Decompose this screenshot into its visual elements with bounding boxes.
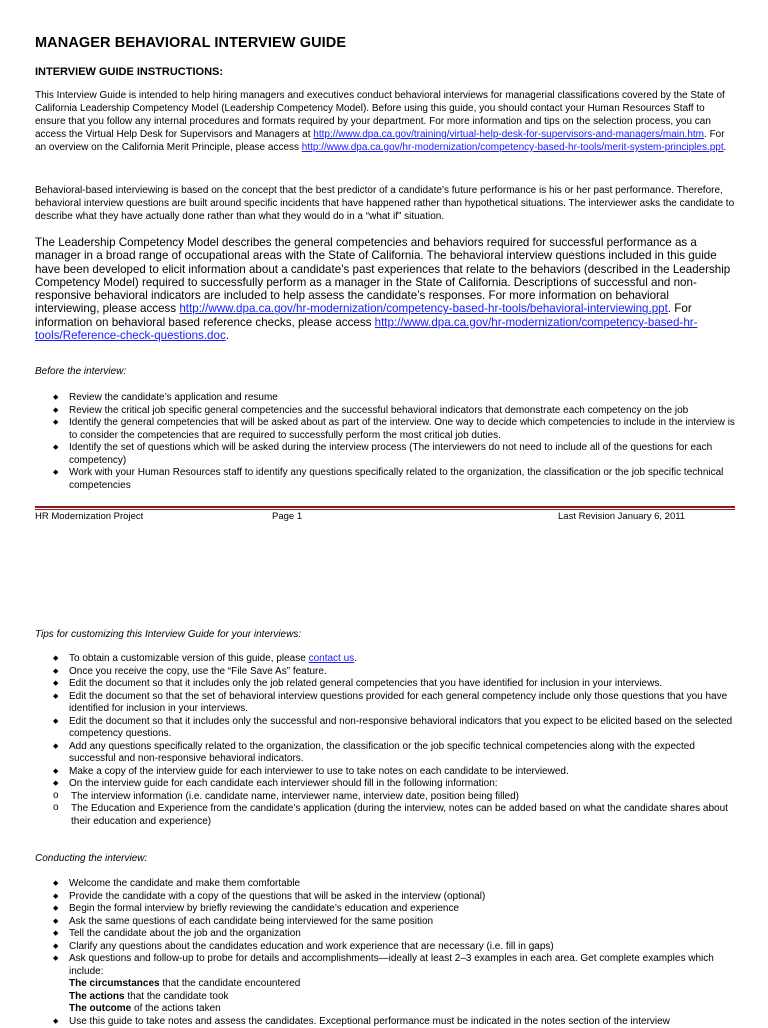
list-item: ◆ Review the critical job specific general competencies and the successful behavioral indicators that demonstrate each competency on the job [35, 405, 735, 418]
behavioral-interviewing-link[interactable]: http://www.dpa.ca.gov/hr-modernization/competency-based-hr-tools/behavioral-interviewing.ppt [179, 302, 667, 315]
list-item: ◆ Review the candidate’s application and resume [35, 392, 735, 405]
footer-divider [35, 506, 735, 508]
intro-text: This Interview Guide is intended to help hiring managers and executives conduct behavioral interviews for managerial classifications covered by the State of California Leadership Competency Model (Leadership Competency Model). Before using this guide, you should contact your Human Resources Staff to ensure that you follow any internal procedures and formats required by your department. For more information and tips on the selection process, you can access the Virtual Help Desk for Supervisors and Managers at [35, 90, 725, 140]
intro-paragraph-2 [35, 184, 735, 223]
star-label: The outcome [69, 1003, 131, 1014]
star-label: The circumstances [69, 978, 160, 989]
star-text: that the candidate encountered [160, 978, 301, 989]
star-text: that the candidate took [125, 991, 229, 1002]
star-label: The actions [69, 991, 125, 1002]
list-item: ◆ Welcome the candidate and make them comfortable [35, 878, 735, 891]
intro-paragraph-1 [35, 89, 735, 154]
list-item [35, 653, 735, 666]
list-item: ◆ Provide the candidate with a copy of the questions that will be asked in the interview (optional) [35, 891, 735, 904]
intro-text: . [724, 142, 727, 153]
list-item: ◆ Tell the candidate about the job and the organization [35, 928, 735, 941]
list-item: ◆ Begin the formal interview by briefly reviewing the candidate’s education and experience [35, 903, 735, 916]
footer-page-number: Page 1 [272, 511, 302, 522]
tips-list [35, 653, 735, 828]
list-item: ◆ Clarify any questions about the candidates education and work experience that are necessary (i.e. fill in gaps) [35, 941, 735, 954]
section-heading: Tips for customizing this Interview Guide for your interviews: [35, 629, 735, 640]
virtual-help-desk-link[interactable]: http://www.dpa.ca.gov/training/virtual-help-desk-for-supervisors-and-managers/main.htm [313, 129, 704, 140]
list-item: ◆ Edit the document so that it includes only the job related general competencies that you have identified for inclusion in your interviews. [35, 678, 735, 691]
page-title: MANAGER BEHAVIORAL INTERVIEW GUIDE [35, 35, 346, 51]
footer-revision: Last Revision January 6, 2011 [558, 511, 685, 522]
list-item: ◆ Once you receive the copy, use the “File Save As” feature. [35, 666, 735, 679]
list-item: ◆ Ask the same questions of each candidate being interviewed for the same position [35, 916, 735, 929]
tip-text: To obtain a customizable version of this guide, please [69, 653, 309, 664]
contact-us-link[interactable]: contact us [309, 653, 355, 664]
star-text: of the actions taken [131, 1003, 221, 1014]
competency-text: . [226, 329, 229, 342]
list-item: ◆ Edit the document so that the set of behavioral interview questions provided for each general competency include only those questions that you have identified for inclusion in your interviews. [35, 691, 735, 716]
star-line [69, 991, 735, 1004]
section-heading: Before the interview: [35, 366, 735, 377]
list-item [35, 953, 735, 1016]
section-heading: Conducting the interview: [35, 853, 735, 864]
star-line [69, 1003, 735, 1016]
tip-text: . [354, 653, 357, 664]
list-item: ◆ On the interview guide for each candidate each interviewer should fill in the following information: [35, 778, 735, 791]
list-item: ◆ Identify the set of questions which will be asked during the interview process (The interviewers do not need to include all of the questions for each competency) [35, 442, 735, 467]
tips-heading [35, 629, 735, 640]
list-item: ◆ Work with your Human Resources staff to identify any questions specifically related to the organization, the classification or the job specific technical competencies [35, 467, 735, 492]
list-item: ◆ Edit the document so that it includes only the successful and non-responsive behavioral indicators that you expect to be elicited based on the selected competency questions. [35, 716, 735, 741]
list-item: ◆ Identify the general competencies that will be asked about as part of the interview. One way to decide which competencies to include in the interview is to consider the competencies that are required to successfully perform the most critical job duties. [35, 417, 735, 442]
merit-principles-link[interactable]: http://www.dpa.ca.gov/hr-modernization/competency-based-hr-tools/merit-system-principles.ppt [302, 142, 724, 153]
before-interview-heading [35, 366, 735, 377]
conducting-heading [35, 853, 735, 864]
sub-list-item: o The Education and Experience from the candidate’s application (during the interview, notes can be added based on what the candidate shares about their education and experience) [35, 803, 735, 828]
list-item: ◆ Make a copy of the interview guide for each interviewer to use to take notes on each candidate to be interviewed. [35, 766, 735, 779]
before-interview-list [35, 392, 735, 492]
section-subtitle: INTERVIEW GUIDE INSTRUCTIONS: [35, 66, 223, 78]
intro-paragraph-3 [35, 236, 735, 342]
intro-text: . For an overview on the California Merit Principle, please access [35, 129, 725, 153]
footer-project: HR Modernization Project [35, 511, 143, 522]
list-item: ◆ Add any questions specifically related to the organization, the classification or the job specific technical competencies along with the expected successful and non-responsive behavioral indicators. [35, 741, 735, 766]
sub-list-item: o The interview information (i.e. candidate name, interviewer name, interview date, position being filled) [35, 791, 735, 804]
behavioral-paragraph: Behavioral-based interviewing is based on the concept that the best predictor of a candidate’s future performance is his or her past performance. Therefore, behavioral interview questions are built around specific incidents that have happened rather than hypothetical situations. The interviewer asks the candidate to describe what they have actually done rather than what they would do in a “what if” situation. [35, 184, 735, 223]
conducting-list [35, 878, 735, 1028]
reference-check-link[interactable]: http://www.dpa.ca.gov/hr-modernization/competency-based-hr-tools/Reference-check-questions.doc [35, 316, 698, 342]
list-item-text: Ask questions and follow-up to probe for details and accomplishments—ideally at least 2–3 examples in each area. Get complete examples which include: [69, 953, 714, 977]
competency-text: . For information on behavioral based reference checks, please access [35, 302, 692, 328]
list-item: ◆ Use this guide to take notes and assess the candidates. Exceptional performance must be indicated in the notes section of the interview [35, 1016, 735, 1028]
competency-text: The Leadership Competency Model describes the general competencies and behaviors required for successful performance as a manager in a broad range of occupational areas with the State of California. The behavioral interview questions included in this guide have been developed to elicit information about a candidate’s past experiences that relate to the behaviors (described in the Leadership Competency Model) required to successfully perform as a manager in the State of California. Descriptions of successful and non-responsive behavioral indicators are included to help assess the candidate’s responses. For more information on behavioral interviewing, please access [35, 236, 730, 315]
footer-divider-thin [35, 509, 735, 510]
star-line [69, 978, 735, 991]
